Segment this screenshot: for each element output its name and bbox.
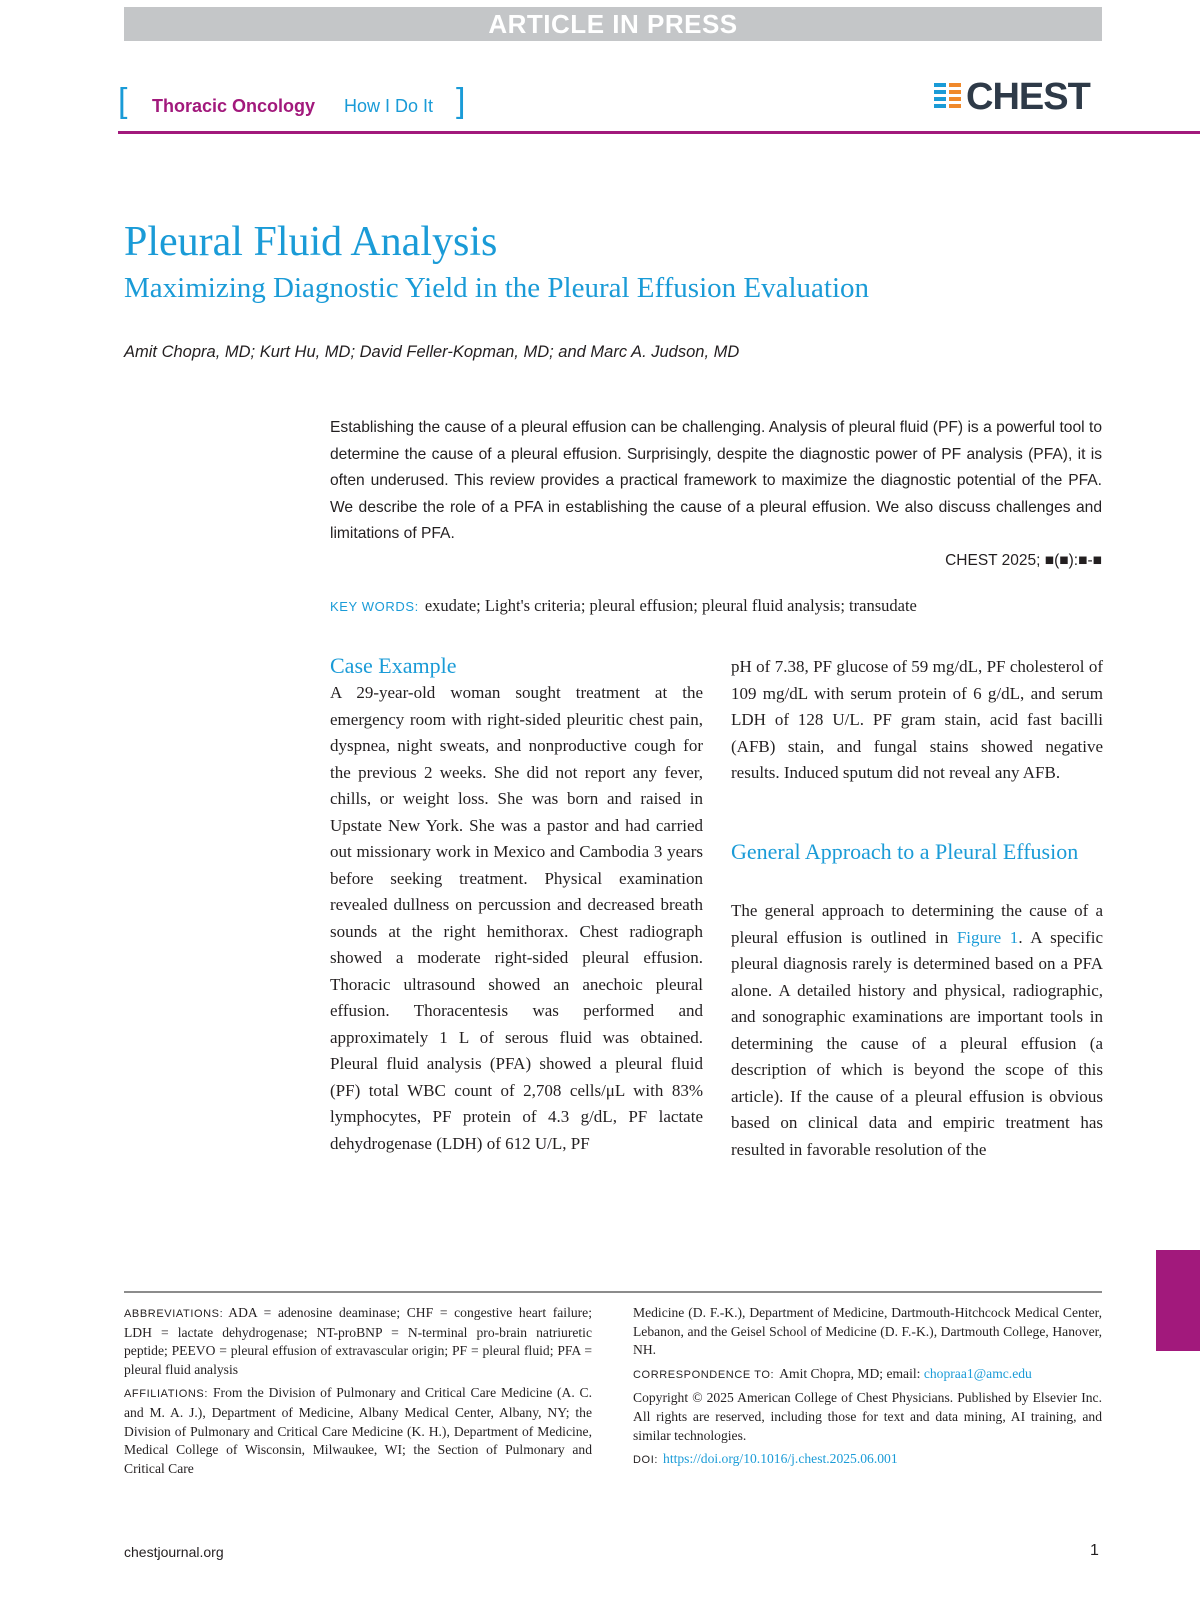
section-side-tab: [1156, 1250, 1200, 1351]
footnotes-left: [124, 1304, 592, 1483]
copyright: Copyright © 2025 American College of Chest Physicians. Published by Elsevier Inc. All rights are reserved, including those for text and data mining, AI training, and similar technologies.: [633, 1390, 1102, 1443]
article-title: Pleural Fluid Analysis: [124, 219, 498, 265]
doi: [633, 1450, 1102, 1470]
keywords-text: exudate; Light's criteria; pleural effusion; pleural fluid analysis; transudate: [424, 596, 917, 615]
general-approach-text-before: The general approach to determining the cause of a pleural effusion is outlined in: [731, 901, 1103, 947]
correspondence: [633, 1365, 1102, 1385]
keywords-label: KEY WORDS:: [330, 599, 419, 614]
section-name: Thoracic Oncology: [152, 96, 316, 116]
chest-logo-icon: [932, 80, 964, 114]
close-bracket: ]: [456, 82, 466, 120]
doi-link[interactable]: https://doi.org/10.1016/j.chest.2025.06.001: [663, 1451, 898, 1467]
affiliations-label: AFFILIATIONS:: [124, 1388, 208, 1401]
affiliations: [124, 1384, 592, 1478]
footnote-rule: [124, 1291, 1102, 1293]
general-approach-text-after: . A specific pleural diagnosis rarely is determined based on a PFA alone. A detailed history and physical, radiographic, and sonographic examinations are important tools in determining the cause of a pleural effusion (a description of which is beyond the scope of this article). If the cause of a pleural effusion is obvious based on clinical data and empiric treatment has resulted in favorable resolution of the: [731, 927, 1104, 1159]
section-type: How I Do It: [344, 96, 434, 116]
general-approach-heading: General Approach to a Pleural Effusion: [731, 839, 1079, 864]
article-subtitle: Maximizing Diagnostic Yield in the Pleural Effusion Evaluation: [124, 272, 870, 304]
author-list: Amit Chopra, MD; Kurt Hu, MD; David Feller-Kopman, MD; and Marc A. Judson, MD: [124, 343, 740, 361]
affiliations-text: From the Division of Pulmonary and Critical Care Medicine (A. C. and M. A. J.), Department of Medicine, Albany Medical Center, Albany, NY; the Division of Pulmonary and Critical Care Medicine (K. H.), Department of Medicine, Medical College of Wisconsin, Milwaukee, WI; the Section of Pulmonary and Critical Care: [124, 1385, 592, 1476]
general-approach-text: [731, 898, 1103, 1163]
correspondence-text: Amit Chopra, MD; email:: [779, 1365, 921, 1381]
doi-label: DOI:: [633, 1454, 659, 1467]
header-rule: [118, 131, 1200, 134]
case-example-text-col1: A 29-year-old woman sought treatment at the emergency room with right-sided pleuritic chest pain, dyspnea, night sweats, and nonproductive cough for the previous 2 weeks. She did not report any fever, chills, or weight loss. She was born and raised in Upstate New York. She was a pastor and had carried out missionary work in Mexico and Cambodia 3 years before seeking treatment. Physical examination revealed dullness on percussion and decreased breath sounds at the right hemithorax. Chest radiograph showed a moderate right-sided pleural effusion. Thoracic ultrasound showed an anechoic pleural effusion. Thoracentesis was performed and approximately 1 L of serous fluid was obtained. Pleural fluid analysis (PFA) showed a pleural fluid (PF) total WBC count of 2,708 cells/μL with 83% lymphocytes, PF protein of 4.3 g/dL, PF lactate dehydrogenase (LDH) of 612 U/L, PF: [330, 683, 703, 1153]
keywords: [330, 596, 917, 616]
citation: CHEST 2025; ■(■):■-■: [945, 552, 1102, 569]
chest-logo-text: CHEST: [966, 76, 1090, 118]
case-example-heading: Case Example: [330, 653, 457, 678]
correspondence-label: CORRESPONDENCE TO:: [633, 1368, 775, 1381]
page-number: 1: [1090, 1542, 1099, 1559]
footer-site: chestjournal.org: [124, 1544, 224, 1560]
footnotes-right: [633, 1304, 1102, 1475]
abbreviations: [124, 1304, 592, 1379]
chest-logo: [932, 78, 1104, 118]
open-bracket: [: [118, 82, 128, 120]
abstract: Establishing the cause of a pleural effusion can be challenging. Analysis of pleural fluid (PF) is a powerful tool to determine the cause of a pleural effusion. Surprisingly, despite the diagnostic power of PF analysis (PFA), it is often underused. This review provides a practical framework to maximize the diagnostic potential of the PFA. We describe the role of a PFA in establishing the cause of a pleural effusion. We also discuss challenges and limitations of PFA.: [330, 419, 1102, 542]
article-in-press-banner: ARTICLE IN PRESS: [124, 7, 1102, 41]
figure-1-link[interactable]: Figure 1: [956, 927, 1019, 947]
case-example-text-col2: pH of 7.38, PF glucose of 59 mg/dL, PF cholesterol of 109 mg/dL with serum protein of 6 g/dL, and serum LDH of 128 U/L. PF gram stain, acid fast bacilli (AFB) stain, and fungal stains showed negative results. Induced sputum did not reveal any AFB.: [731, 657, 1103, 782]
affiliations-continued: Medicine (D. F.-K.), Department of Medicine, Dartmouth-Hitchcock Medical Center, Lebanon, and the Geisel School of Medicine (D. F.-K.), Dartmouth College, Hanover, NH.: [633, 1305, 1102, 1358]
abbreviations-label: ABBREVIATIONS:: [124, 1308, 224, 1320]
email-link[interactable]: chopraa1@amc.edu: [923, 1365, 1032, 1381]
abbreviations-text: ADA = adenosine deaminase; CHF = congestive heart failure; LDH = lactate dehydrogenase; NT-proBNP = N-terminal pro-brain natriuretic peptide; PEEVO = pleural effusion of extravascular origin; PF = pleural fluid; PFA = pleural fluid analysis: [124, 1305, 592, 1377]
